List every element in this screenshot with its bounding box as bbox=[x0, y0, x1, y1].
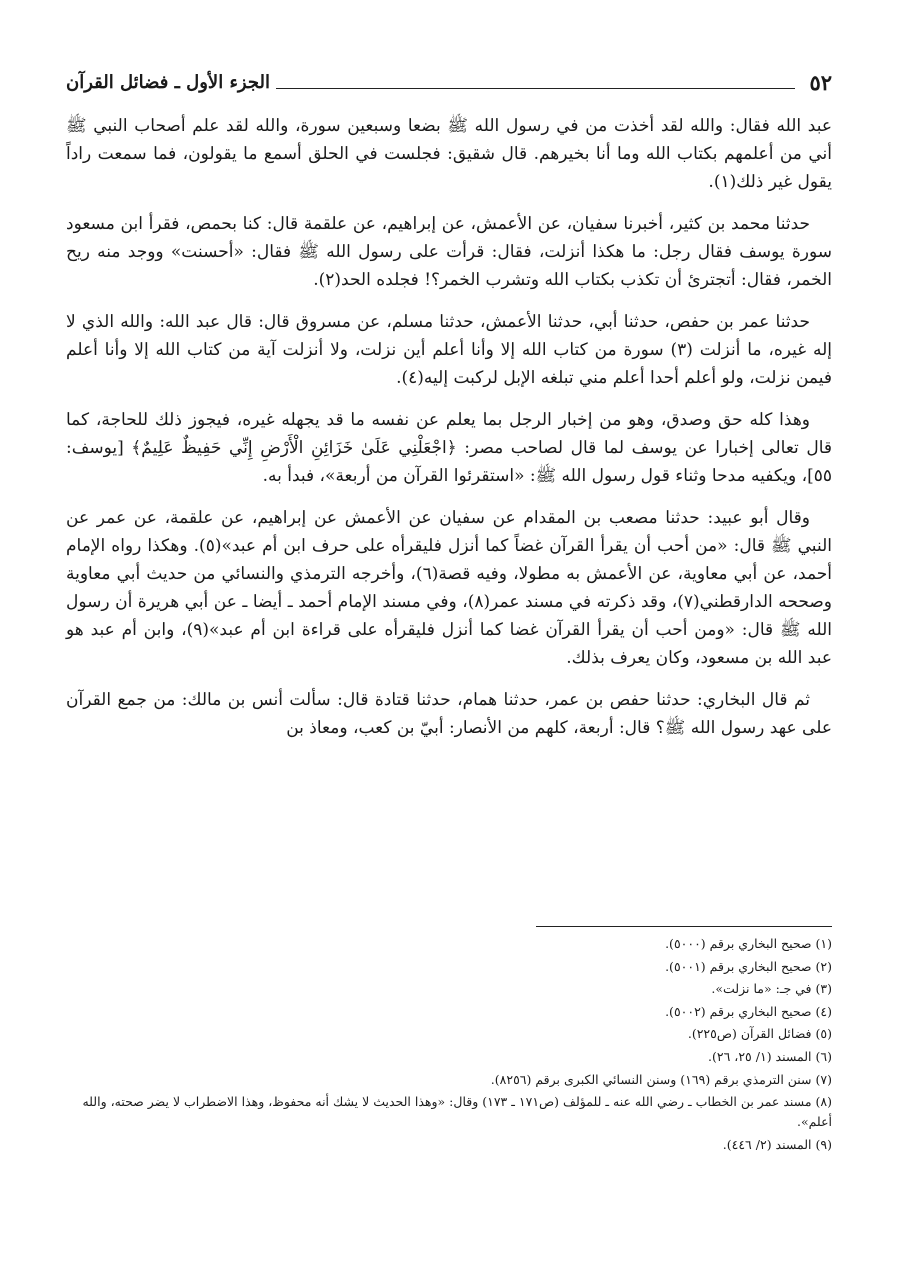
footnote: (٢) صحيح البخاري برقم (٥٠٠١). bbox=[665, 958, 832, 974]
footnote-separator bbox=[536, 926, 832, 927]
paragraph: وهذا كله حق وصدق، وهو من إخبار الرجل بما يعلم عن نفسه ما قد يجهله غيره، فيجوز ذلك للحاجة، كما قال تعالى إخبارا عن يوسف لما قال لصاحب مصر: ﴿اجْعَلْنِي عَلَىٰ خَزَائِنِ الْأَرْضِ إِنِّي حَفِيظٌ عَلِيمٌ﴾ [يوسف: ٥٥]، ويكفيه مدحا وثناء قول رسول الله ﷺ: «استقرئوا القرآن من أربعة»، فبدأ به. bbox=[66, 410, 832, 486]
main-text bbox=[66, 112, 832, 756]
paragraph: حدثنا محمد بن كثير، أخبرنا سفيان، عن الأعمش، عن إبراهيم، عن علقمة قال: كنا بحمص، فقرأ ابن مسعود سورة يوسف فقال رجل: ما هكذا أنزلت، فقال: قرأت على رسول الله ﷺ فقال: «أحسنت» ووجد منه ريح الخمر، فقال: أتجترئ أن تكذب بكتاب الله وتشرب الخمر؟! فجلده الحد(٢). bbox=[66, 214, 832, 290]
footnote: (٩) المسند (٢/ ٤٤٦). bbox=[722, 1136, 832, 1152]
paragraph: وقال أبو عبيد: حدثنا مصعب بن المقدام عن سفيان عن الأعمش عن إبراهيم، عن علقمة، عن عمر عن النبي ﷺ قال: «من أحب أن يقرأ القرآن غضاً كما أنزل فليقرأه على حرف ابن أم عبد»(٥). وهكذا رواه الإمام أحمد، عن أبي معاوية، عن الأعمش به مطولا، وفيه قصة(٦)، وأخرجه الترمذي والنسائي من حديث أبي معاوية وصححه الدارقطني(٧)، وقد ذكرته في مسند عمر(٨)، وفي مسند الإمام أحمد ـ أيضا ـ عن أبي هريرة أن رسول الله ﷺ قال: «ومن أحب أن يقرأ القرآن غضا كما أنزل فليقرأه على قراءة ابن أم عبد»(٩)، وابن أم عبد هو عبد الله بن مسعود، وكان يعرف بذلك. bbox=[66, 508, 832, 668]
footnote: (٨) مسند عمر بن الخطاب ـ رضي الله عنه ـ للمؤلف (ص١٧١ ـ ١٧٣) وقال: «وهذا الحديث لا يشك أنه محفوظ، وهذا الاضطراب لا يضر صحته، والله أعلم». bbox=[82, 1094, 832, 1130]
footnotes bbox=[66, 934, 832, 1157]
paragraph: ثم قال البخاري: حدثنا حفص بن عمر، حدثنا همام، حدثنا قتادة قال: سألت أنس بن مالك: من جمع القرآن على عهد رسول الله ﷺ؟ قال: أربعة، كلهم من الأنصار: أبيّ بن كعب، ومعاذ بن bbox=[66, 690, 832, 738]
footnote: (٥) فضائل القرآن (ص٢٢٥). bbox=[687, 1026, 832, 1042]
footnote: (١) صحيح البخاري برقم (٥٠٠٠). bbox=[665, 936, 832, 951]
footnote: (٦) المسند (١/ ٢٥، ٢٦). bbox=[708, 1048, 832, 1064]
footnote: (٧) سنن الترمذي برقم (١٦٩) وسنن النسائي الكبرى برقم (٨٢٥٦). bbox=[490, 1071, 832, 1087]
footnote: (٣) في جـ: «ما نزلت». bbox=[711, 981, 832, 997]
running-title: الجزء الأول ـ فضائل القرآن bbox=[66, 72, 270, 93]
paragraph: عبد الله فقال: والله لقد أخذت من في رسول الله ﷺ بضعا وسبعين سورة، والله لقد علم أصحاب النبي ﷺ أني من أعلمهم بكتاب الله وما أنا بخيرهم. قال شقيق: فجلست في الحلق أسمع ما يقولون، فما سمعت راداً يقول غير ذلك(١). bbox=[66, 116, 832, 192]
header-rule bbox=[276, 88, 795, 89]
footnote: (٤) صحيح البخاري برقم (٥٠٠٢). bbox=[665, 1003, 832, 1019]
paragraph: حدثنا عمر بن حفص، حدثنا أبي، حدثنا الأعمش، حدثنا مسلم، عن مسروق قال: قال عبد الله: والله الذي لا إله غيره، ما أنزلت (٣) سورة من كتاب الله إلا وأنا أعلم أين نزلت، ولا أنزلت آية من كتاب الله إلا وأنا أعلم فيمن نزلت، ولو أعلم أحدا أعلم مني تبلغه الإبل لركبت إليه(٤). bbox=[66, 312, 832, 388]
page-number: ٥٢ bbox=[809, 70, 832, 95]
page-header bbox=[66, 68, 832, 96]
